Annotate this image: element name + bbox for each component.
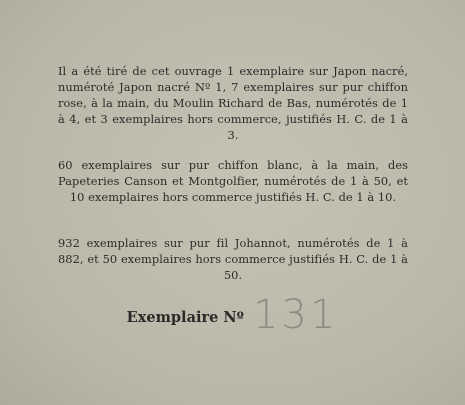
copy-number: 131 bbox=[252, 292, 339, 338]
paragraph-canson-montgolfier: 60 exemplaires sur pur chiffon blanc, à la main, des Papeteries Canson et Montgolfier, numérotés de 1 à 50, et 10 exemplaires hors commerce justifiés H. C. de 1 à 10. bbox=[58, 158, 408, 205]
copy-label: Exemplaire Nº bbox=[126, 309, 244, 326]
copy-number-line bbox=[0, 292, 465, 338]
paragraph-johannot: 932 exemplaires sur pur fil Johannot, numérotés de 1 à 882, et 50 exemplaires hors commerce justifiés H. C. de 1 à 50. bbox=[58, 236, 408, 283]
paragraph-japon-nacre: Il a été tiré de cet ouvrage 1 exemplaire sur Japon nacré, numéroté Japon nacré Nº 1, 7 exemplaires sur pur chiffon rose, à la main, du Moulin Richard de Bas, numérotés de 1 à 4, et 3 exemplaires hors commerce, justifiés H. C. de 1 à 3. bbox=[58, 64, 408, 143]
